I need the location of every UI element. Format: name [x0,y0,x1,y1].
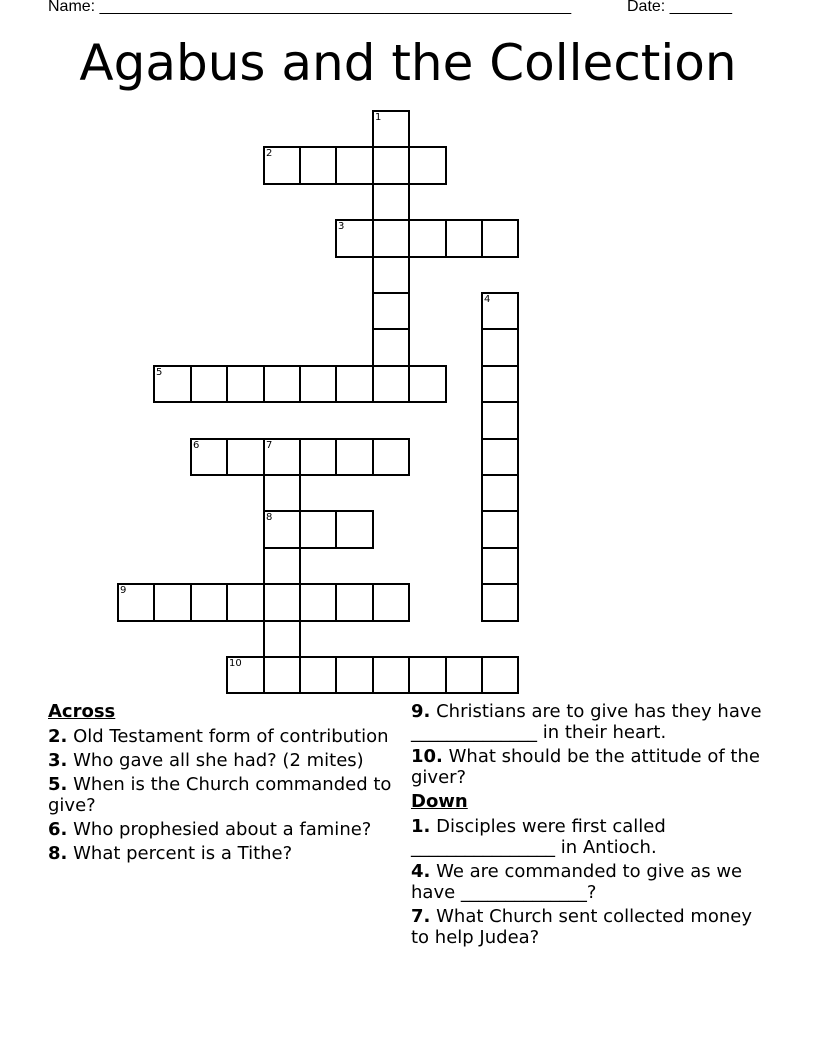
crossword-cell [299,365,337,403]
clue-number-label: 2 [266,148,273,159]
crossword-cell [408,656,447,694]
clue-item [411,906,771,948]
across-clues [48,701,408,867]
crossword-cell [226,438,265,476]
date-field-line: Date: _______ [627,0,732,15]
crossword-cell [335,146,374,185]
clue-number-label: 6 [193,440,200,451]
clue-number: 8. [48,843,68,864]
crossword-cell [408,219,447,258]
crossword-cell [481,328,519,367]
crossword-cell [299,583,337,622]
across-heading: Across [48,701,116,722]
crossword-cell [335,656,374,694]
crossword-cell [408,146,447,185]
crossword-cell [335,438,374,476]
clue-item [411,861,771,903]
crossword-cell [372,183,410,221]
clue-number: 1. [411,816,431,837]
clue-item [48,726,408,747]
across-clue-list [48,726,408,864]
crossword-cell [299,146,337,185]
down-heading: Down [411,791,468,812]
clue-number-label: 7 [266,440,273,451]
clue-number: 10. [411,746,443,767]
crossword-cell [190,365,228,403]
clue-number-label: 10 [229,658,242,669]
clue-text: Disciples were first called ________________ in Antioch. [411,816,666,858]
across-clue-list-continued [411,701,771,788]
clue-number-label: 3 [338,221,345,232]
crossword-cell [299,510,337,549]
crossword-cell [335,219,374,258]
crossword-cell [481,219,519,258]
crossword-cell [263,547,301,585]
crossword-cell [335,583,374,622]
crossword-cell [153,365,192,403]
clue-number: 4. [411,861,431,882]
crossword-cell [226,583,265,622]
crossword-cell [481,292,519,330]
clue-item [411,701,771,743]
crossword-cell [263,365,301,403]
crossword-cell [372,656,410,694]
crossword-cell [481,583,519,622]
crossword-cell [481,365,519,403]
crossword-cell [481,547,519,585]
clue-number: 3. [48,750,68,771]
crossword-cell [481,474,519,512]
clue-number: 2. [48,726,68,747]
crossword-cell [190,438,228,476]
crossword-cell [372,219,410,258]
clue-number: 9. [411,701,431,722]
clue-number-label: 4 [484,294,491,305]
crossword-cell [263,620,301,658]
crossword-cell [335,365,374,403]
crossword-cell [299,656,337,694]
crossword-cell [408,365,447,403]
clue-text: What percent is a Tithe? [73,843,293,864]
clue-item [411,746,771,788]
clue-text: What should be the attitude of the giver? [411,746,760,788]
name-field-line: Name: _____________________________________________________ [48,0,572,15]
crossword-cell [372,292,410,330]
crossword-cell [445,656,483,694]
crossword-cell [153,583,192,622]
crossword-cell [263,583,301,622]
crossword-cell [372,583,410,622]
page-title: Agabus and the Collection [79,34,737,92]
clue-text: What Church sent collected money to help Judea? [411,906,753,948]
clue-number-label: 1 [375,112,382,123]
clue-text: We are commanded to give as we have ______________? [411,861,743,903]
crossword-cell [263,146,301,185]
clue-item [48,750,408,771]
crossword-cell [372,328,410,367]
clue-item [411,816,771,858]
clue-number-label: 9 [120,585,127,596]
crossword-cell [335,510,374,549]
crossword-cell [117,583,155,622]
clue-text: Old Testament form of contribution [73,726,389,747]
crossword-cell [372,146,410,185]
clue-number-label: 5 [156,367,163,378]
crossword-cell [481,438,519,476]
clue-text: Christians are to give has they have ______________ in their heart. [411,701,762,743]
clue-item [48,819,408,840]
clue-text: Who gave all she had? (2 mites) [73,750,364,771]
crossword-cell [299,438,337,476]
crossword-cell [372,365,410,403]
clue-item [48,774,408,816]
clue-number: 7. [411,906,431,927]
crossword-cell [263,510,301,549]
clue-item [48,843,408,864]
clue-number-label: 8 [266,512,273,523]
crossword-cell [263,474,301,512]
clue-text: When is the Church commanded to give? [48,774,392,816]
clue-number: 5. [48,774,68,795]
down-clue-list [411,816,771,948]
crossword-cell [481,401,519,440]
crossword-cell [372,256,410,294]
crossword-cell [372,110,410,148]
crossword-cell [263,656,301,694]
clue-number: 6. [48,819,68,840]
crossword-cell [190,583,228,622]
crossword-cell [226,656,265,694]
clue-text: Who prophesied about a famine? [73,819,372,840]
crossword-cell [372,438,410,476]
crossword-cell [263,438,301,476]
crossword-cell [481,510,519,549]
crossword-cell [226,365,265,403]
crossword-cell [481,656,519,694]
crossword-cell [445,219,483,258]
right-clue-column [411,701,771,951]
